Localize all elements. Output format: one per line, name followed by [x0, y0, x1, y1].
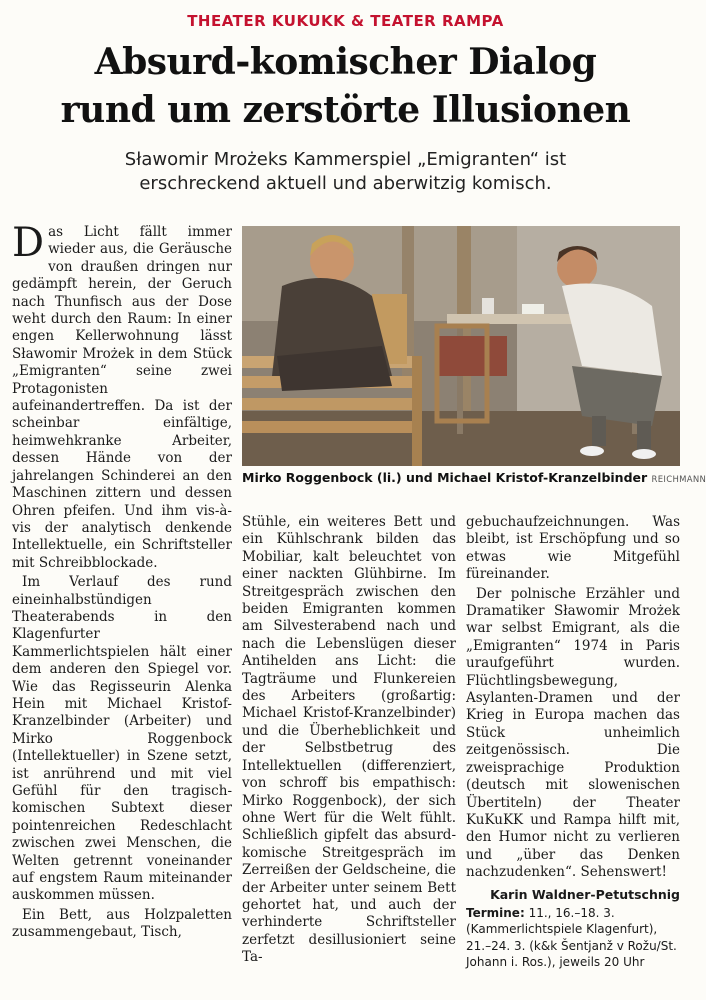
subheadline-line-1: Sławomir Mrożeks Kammerspiel „Emigranten“ ist [124, 149, 567, 170]
article-paragraph: Stühle, ein weiteres Bett und ein Kühlschrank bilden das Mobiliar, kalt beleuchtet von einer nackten Glühbirne. Im Streitgespräch zwischen den beiden Emigranten kommen am Silvesterabend nach und nach die Lebenslügen dieser Antihelden ans Licht: die Tagträume und Flunkereien des Arbeiters (großartig: Michael Kristof-Kranzelbinder) und die Überheblichkeit und der Selbstbetrug des Intellektuellen (differenziert, von schroff bis empathisch: Mirko Roggenbock), der sich ohne Wert für die Welt fühlt. Schließlich gipfelt das absurd-komische Streitgespräch im Zerreißen der Geldscheine, die der Arbeiter unter seinem Bett gehortet hat, und auch der verhinderte Schriftsteller zerfetzt desillusioniert seine Ta- [242, 514, 456, 966]
headline-line-1: Absurd-komischer Dialog [94, 41, 597, 83]
article-paragraph [12, 220, 232, 572]
article-paragraph: gebuchaufzeichnungen. Was bleibt, ist Erschöpfung und so etwas wie Mitgefühl füreinander. [466, 514, 680, 583]
subheadline [60, 148, 631, 196]
paragraph-text: as Licht fällt immer wieder aus, die Geräusche von draußen dringen nur gedämpft herein, der Geruch nach Thunfisch aus der Dose weht durch den Raum: In einer engen Kellerwohnung lässt Sławomir Mrożek in dem Stück „Emigranten“ seine zwei Protagonisten aufeinandertreffen. Da ist der scheinbar einfältige, heimwehkranke Arbeiter, dessen Hände von der jahrelangen Schinderei an den Maschinen zittern und dessen Ohren pfeifen. Und ihm vis-à-vis der analytisch denkende Intellektuelle, ein Schriftsteller mit Schreibblockade. [12, 224, 232, 571]
article-paragraph: Im Verlauf des rund eineinhalbstündigen Theaterabends in den Klagenfurter Kammerlichtspielen hält einer dem anderen den Spiegel vor. Wie das Regisseurin Alenka Hein mit Michael Kristof-Kranzelbinder (Arbeiter) und Mirko Roggenbock (Intellektueller) in Szene setzt, ist anrührend und mit viel Gefühl für den tragisch-komischen Subtext dieser pointenreichen Redeschlacht zwischen zwei Menschen, die Welten getrennt voneinander auf engstem Raum miteinander auskommen müssen. [12, 574, 232, 904]
photo-caption [242, 470, 706, 485]
article-column-2 [242, 514, 456, 967]
caption-text: Mirko Roggenbock (li.) und Michael Kristof-Kranzelbinder [242, 470, 648, 485]
article-column-3 [466, 514, 680, 971]
event-dates-text: 11., 16.–18. 3. (Kammerlichtspiele Klagenfurt), 21.–24. 3. (k&k Šentjanž v Rožu/St. Johann i. Ros.), jeweils 20 Uhr [466, 905, 677, 970]
article-paragraph: Der polnische Erzähler und Dramatiker Sławomir Mrożek war selbst Emigrant, als die „Emigranten“ 1974 in Paris uraufgeführt wurden. Flüchtlingsbewegung, Asylanten-Dramen und der Krieg in Europa machen das Stück unheimlich zeitgenössisch. Die zweisprachige Produktion (deutsch mit slowenischen Übertiteln) der Theater KuKuKK und Rampa hilft mit, den Humor nicht zu verlieren und „über das Denken nachzudenken“. Sehenswert! [466, 585, 680, 881]
stage-photo-illustration [242, 226, 680, 466]
event-dates-label: Termine: [466, 905, 525, 920]
section-kicker: THEATER KUKUKK & TEATER RAMPA [187, 12, 504, 30]
stage-photo [242, 226, 680, 466]
drop-cap: D [12, 220, 45, 266]
event-dates [466, 905, 680, 971]
photo-credit: REICHMANN [651, 475, 706, 485]
article-column-1 [12, 220, 232, 942]
article-paragraph: Ein Bett, aus Holzpaletten zusammengebaut, Tisch, [12, 906, 232, 941]
subheadline-line-2: erschreckend aktuell und aberwitzig komisch. [139, 173, 552, 194]
headline [0, 38, 691, 134]
author-byline: Karin Waldner-Petutschnig [490, 886, 680, 902]
headline-line-2: rund um zerstörte Illusionen [60, 89, 631, 131]
